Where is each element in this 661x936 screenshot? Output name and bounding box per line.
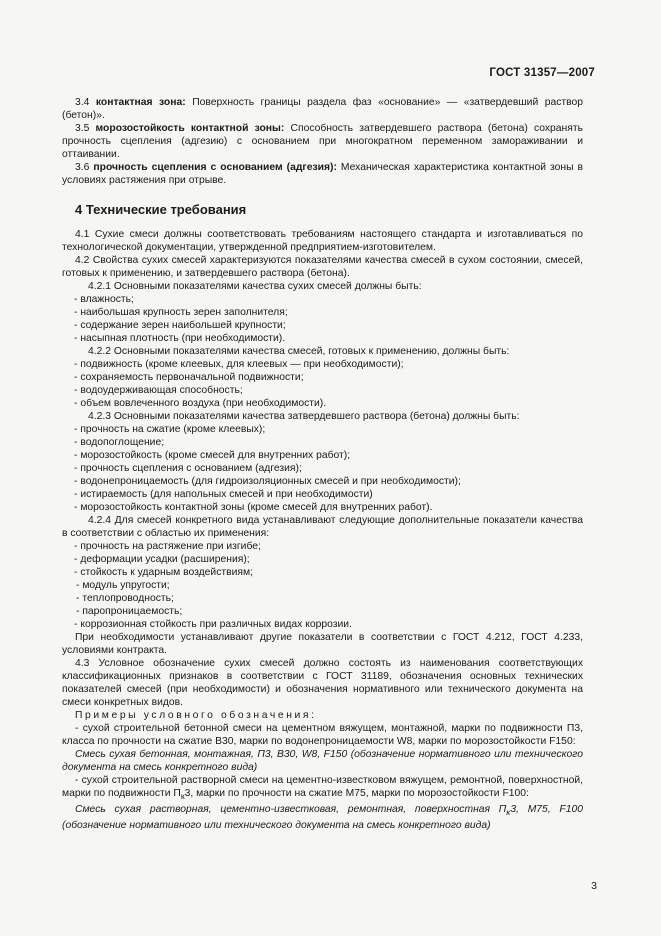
term: контактная зона:: [95, 97, 186, 108]
list-item: - теплопроводность;: [76, 593, 174, 604]
term: морозостойкость контактной зоны:: [95, 123, 285, 134]
clause-4-2-4: 4.2.4 Для смесей конкретного вида устанавливают следующие дополнительные показатели качества в соответствии с областью их применения:: [62, 515, 583, 539]
list-item: - сохраняемость первоначальной подвижности;: [74, 372, 304, 383]
list-item: - морозостойкость (кроме смесей для внутренних работ);: [74, 450, 351, 461]
list-item: - прочность на растяжение при изгибе;: [74, 541, 261, 552]
list-item: - наибольшая крупность зерен заполнителя;: [74, 307, 288, 318]
example-1-designation: Смесь сухая бетонная, монтажная, П3, В30, W8, F150 (обозначение нормативного или технического документа на смесь конкретного вида): [62, 749, 583, 773]
example-1: - сухой строительной бетонной смеси на цементном вяжущем, монтажной, марки по подвижности П3, класса по прочности на сжатие В30, марки по водонепроницаемости W8, марки по морозостойкости F150:: [62, 723, 583, 747]
page-number: 3: [591, 880, 597, 892]
list-item: - коррозионная стойкость при различных видах коррозии.: [74, 619, 352, 630]
clause-3-4: 3.4 контактная зона: Поверхность границы раздела фаз «основание» — «затвердевший раствор (бетон)».: [62, 97, 584, 121]
section-heading: 4 Технические требования: [75, 202, 247, 217]
clause-4-2-1: 4.2.1 Основными показателями качества сухих смесей должны быть:: [88, 281, 422, 292]
list-item: - истираемость (для напольных смесей и при необходимости): [74, 489, 373, 500]
clause-3-5: 3.5 морозостойкость контактной зоны: Способность затвердевшего раствора (бетона) сохранять прочность сцепления (адгезию) с основанием при многократном переменном замораживании и оттаивании.: [62, 123, 583, 160]
list-item: - содержание зерен наибольшей крупности;: [74, 320, 286, 331]
clause-3-6: 3.6 прочность сцепления с основанием (адгезия): Механическая характеристика контактной зоны в условиях растяжения при отрыве.: [62, 162, 584, 186]
list-item: - объем вовлеченного воздуха (при необходимости).: [74, 398, 327, 409]
list-item: - насыпная плотность (при необходимости).: [74, 333, 286, 344]
list-item: - водонепроницаемость (для гидроизоляционных смесей и при необходимости);: [74, 476, 461, 487]
clause-4-3: 4.3 Условное обозначение сухих смесей должно состоять из наименования соответствующих классификационных признаков в соответствии с ГОСТ 31189, обозначения основных технических показателей смесей (при необходимости) и обозначения нормативного или технического документа на смеси конкретных видов.: [62, 658, 583, 708]
standard-header: ГОСТ 31357—2007: [489, 67, 595, 79]
clause-4-2-3: 4.2.3 Основными показателями качества затвердевшего раствора (бетона) должны быть:: [88, 411, 520, 422]
list-item: - паропроницаемость;: [76, 606, 183, 617]
example-2-designation: Смесь сухая растворная, цементно-известковая, ремонтная, поверхностная $П_к3$, M75, F100 (обозначение нормативного или технического документа на смесь конкретного вида): [62, 804, 583, 832]
clause-4-1: 4.1 Сухие смеси должны соответствовать требованиям настоящего стандарта и изготавливаться по технологической документации, утвержденной предприятием-изготовителем.: [62, 229, 583, 253]
example-2: - сухой строительной растворной смеси на цементно-известковом вяжущем, ремонтной, поверхностной, марки по подвижности $П_к3$, марки по прочности на сжатие М75, марки по морозостойкости F100:: [62, 775, 583, 802]
term: прочность сцепления с основанием (адгезия):: [93, 162, 337, 173]
list-item: - деформации усадки (расширения);: [74, 554, 250, 565]
list-item: - морозостойкость контактной зоны (кроме смесей для внутренних работ).: [74, 502, 433, 513]
list-item: - водоудерживающая способность;: [74, 385, 243, 396]
clause-4-2: 4.2 Свойства сухих смесей характеризуются показателями качества смесей в сухом состоянии, смесей, готовых к применению, и затвердевшего раствора (бетона).: [62, 255, 583, 279]
other-indicators: При необходимости устанавливают другие показатели в соответствии с ГОСТ 4.212, ГОСТ 4.233, условиями контракта.: [62, 632, 583, 656]
list-item: - водопоглощение;: [74, 437, 165, 448]
list-item: - влажность;: [74, 294, 134, 305]
list-item: - стойкость к ударным воздействиям;: [74, 567, 253, 578]
list-item: - прочность сцепления с основанием (адгезия);: [74, 463, 302, 474]
list-item: - прочность на сжатие (кроме клеевых);: [74, 424, 266, 435]
examples-label: Примеры условного обозначения:: [75, 710, 317, 721]
clause-4-2-2: 4.2.2 Основными показателями качества смесей, готовых к применению, должны быть:: [88, 346, 510, 357]
list-item: - подвижность (кроме клеевых, для клеевых — при необходимости);: [74, 359, 404, 370]
list-item: - модуль упругости;: [76, 580, 170, 591]
page-content: [62, 96, 583, 832]
